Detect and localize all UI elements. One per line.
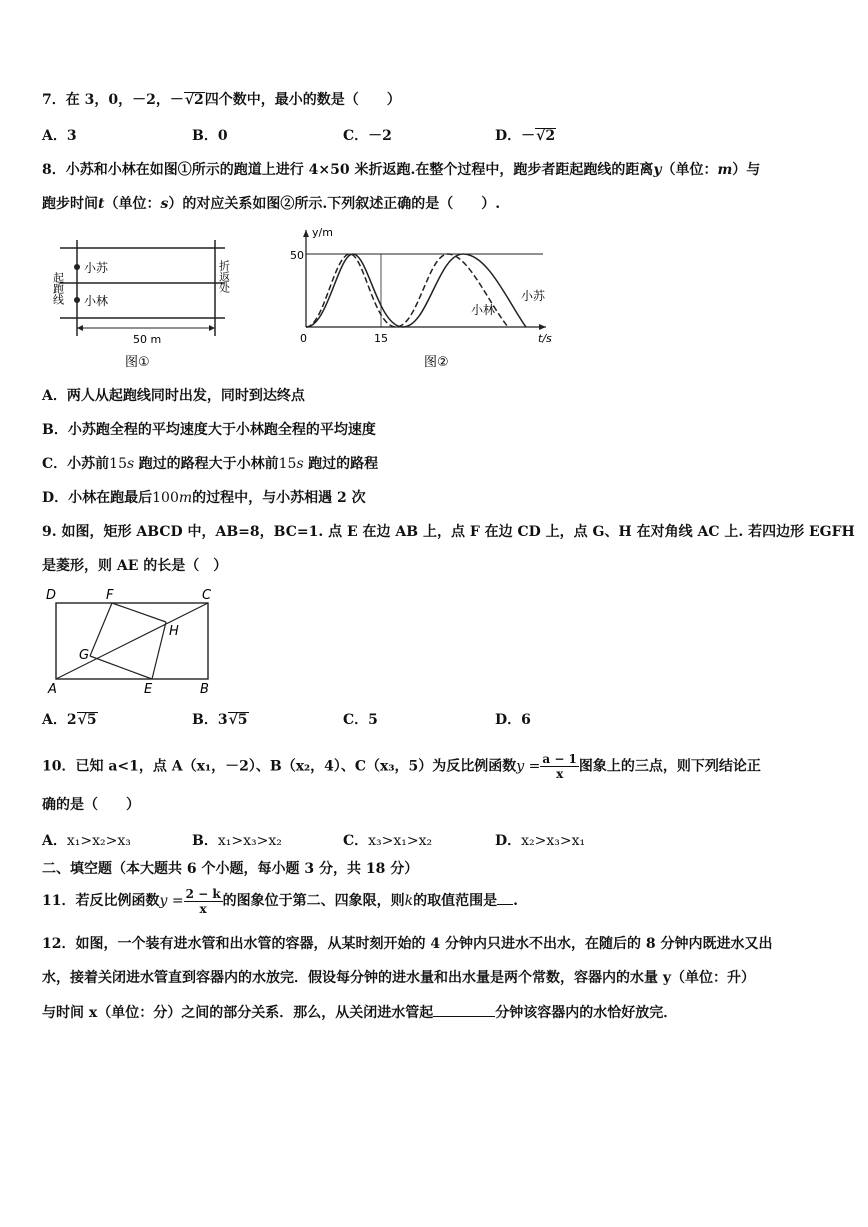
runner-lin-label: 小林 bbox=[84, 294, 109, 308]
point-h-label: H bbox=[169, 624, 179, 639]
q12-stem-line3: 与时间 x（单位：分）之间的部分关系．那么，从关闭进水管起 分钟该容器内的水恰好放完． bbox=[42, 1002, 677, 1023]
q9-option-a[interactable]: A．2√5 bbox=[42, 712, 97, 728]
q12-stem-line1: 12．如图，一个装有进水管和出水管的容器，从某时刻开始的 4 分钟内只进水不出水，在随后的 8 分钟内既进水又出 bbox=[42, 936, 773, 952]
q10-stem-line1: 10．已知 a<1，点 A（x₁，－2）、B（x₂，4）、C（x₃，5）为反比例函数y = $\frac{a - 1}{x}$ 图象上的三点，则下列结论正 bbox=[42, 752, 761, 781]
q8-option-c[interactable]: C．小苏前15s 跑过的路程大于小林前15s 跑过的路程 bbox=[42, 456, 379, 472]
q10-option-a[interactable]: A．x₁>x₂>x₃ bbox=[42, 833, 131, 849]
point-e-label: E bbox=[144, 682, 153, 697]
q10-option-c[interactable]: C．x₃>x₁>x₂ bbox=[343, 833, 433, 849]
q9-option-d[interactable]: D．6 bbox=[495, 712, 531, 728]
y-tick-50: 50 bbox=[290, 249, 304, 262]
q8-stem-line1: 8．小苏和小林在如图①所示的跑道上进行 4×50 米折返跑.在整个过程中，跑步者距起跑线的距离y（单位：m）与 bbox=[42, 162, 761, 178]
figure-2-caption: 图② bbox=[424, 355, 449, 370]
point-d-label: D bbox=[46, 588, 57, 603]
section-2-heading: 二、填空题（本大题共 6 个小题，每小题 3 分，共 18 分） bbox=[42, 861, 419, 877]
figure-1-caption: 图① bbox=[125, 355, 150, 370]
q7-option-b[interactable]: B．0 bbox=[192, 128, 228, 144]
q9-stem-line2: 是菱形，则 AE 的长是（ ） bbox=[42, 558, 228, 574]
q11-stem: 11．若反比例函数y = $\frac{2 - k}{x}$ 的图象位于第二、四象限，则k的取值范围是 . bbox=[42, 886, 519, 916]
q7-option-a[interactable]: A．3 bbox=[42, 128, 77, 144]
point-b-label: B bbox=[200, 682, 209, 697]
answer-blank[interactable] bbox=[497, 890, 513, 905]
q7-option-d[interactable]: D．－√2 bbox=[495, 128, 556, 144]
q8-stem-line2: 跑步时间t（单位：s）的对应关系如图②所示.下列叙述正确的是（ ）. bbox=[42, 196, 501, 212]
q8-option-b[interactable]: B．小苏跑全程的平均速度大于小林跑全程的平均速度 bbox=[42, 422, 376, 438]
origin-label: 0 bbox=[300, 332, 307, 345]
turn-point-label: 折返处 bbox=[217, 260, 231, 293]
point-g-label: G bbox=[79, 648, 90, 663]
point-a-label: A bbox=[48, 682, 57, 697]
runner-su-label: 小苏 bbox=[84, 261, 109, 275]
q8-figure-1-track bbox=[50, 238, 250, 373]
track-length-label: 50 m bbox=[133, 333, 162, 346]
fraction: $\frac{a - 1}{x}$ bbox=[542, 752, 577, 781]
x-tick-15: 15 bbox=[374, 332, 388, 345]
q10-option-d[interactable]: D．x₂>x₃>x₁ bbox=[495, 833, 586, 849]
point-f-label: F bbox=[106, 588, 114, 603]
q9-rectangle-figure bbox=[42, 584, 232, 699]
start-line-label: 起跑线 bbox=[51, 272, 65, 305]
sqrt-symbol: √2 bbox=[184, 92, 204, 108]
q7-option-c[interactable]: C．－2 bbox=[343, 128, 392, 144]
y-axis-label: y/m bbox=[312, 226, 333, 239]
q8-option-a[interactable]: A．两人从起跑线同时出发，同时到达终点 bbox=[42, 388, 305, 404]
q10-stem-line2: 确的是（ ） bbox=[42, 797, 140, 813]
q9-option-c[interactable]: C．5 bbox=[343, 712, 378, 728]
answer-blank[interactable] bbox=[433, 1002, 495, 1017]
q12-stem-line2: 水，接着关闭进水管直到容器内的水放完．假设每分钟的进水量和出水量是两个常数，容器内的水量 y（单位：升） bbox=[42, 970, 756, 986]
lin-curve-label: 小林 bbox=[471, 303, 496, 317]
q8-figure-2-graph bbox=[288, 222, 563, 374]
su-curve-label: 小苏 bbox=[521, 289, 546, 303]
q7-stem: 7．在 3，0，－2，－√2四个数中，最小的数是（ ） bbox=[42, 92, 401, 108]
point-c-label: C bbox=[202, 588, 212, 603]
q9-option-b[interactable]: B．3√5 bbox=[192, 712, 248, 728]
q8-option-d[interactable]: D．小林在跑最后100m的过程中，与小苏相遇 2 次 bbox=[42, 490, 366, 506]
x-axis-label: t/s bbox=[538, 332, 552, 345]
q9-stem-line1: 9. 如图，矩形 ABCD 中，AB=8，BC=1. 点 E 在边 AB 上，点 F 在边 CD 上，点 G、H 在对角线 AC 上. 若四边形 EGFH bbox=[42, 524, 855, 540]
q10-option-b[interactable]: B．x₁>x₃>x₂ bbox=[192, 833, 282, 849]
